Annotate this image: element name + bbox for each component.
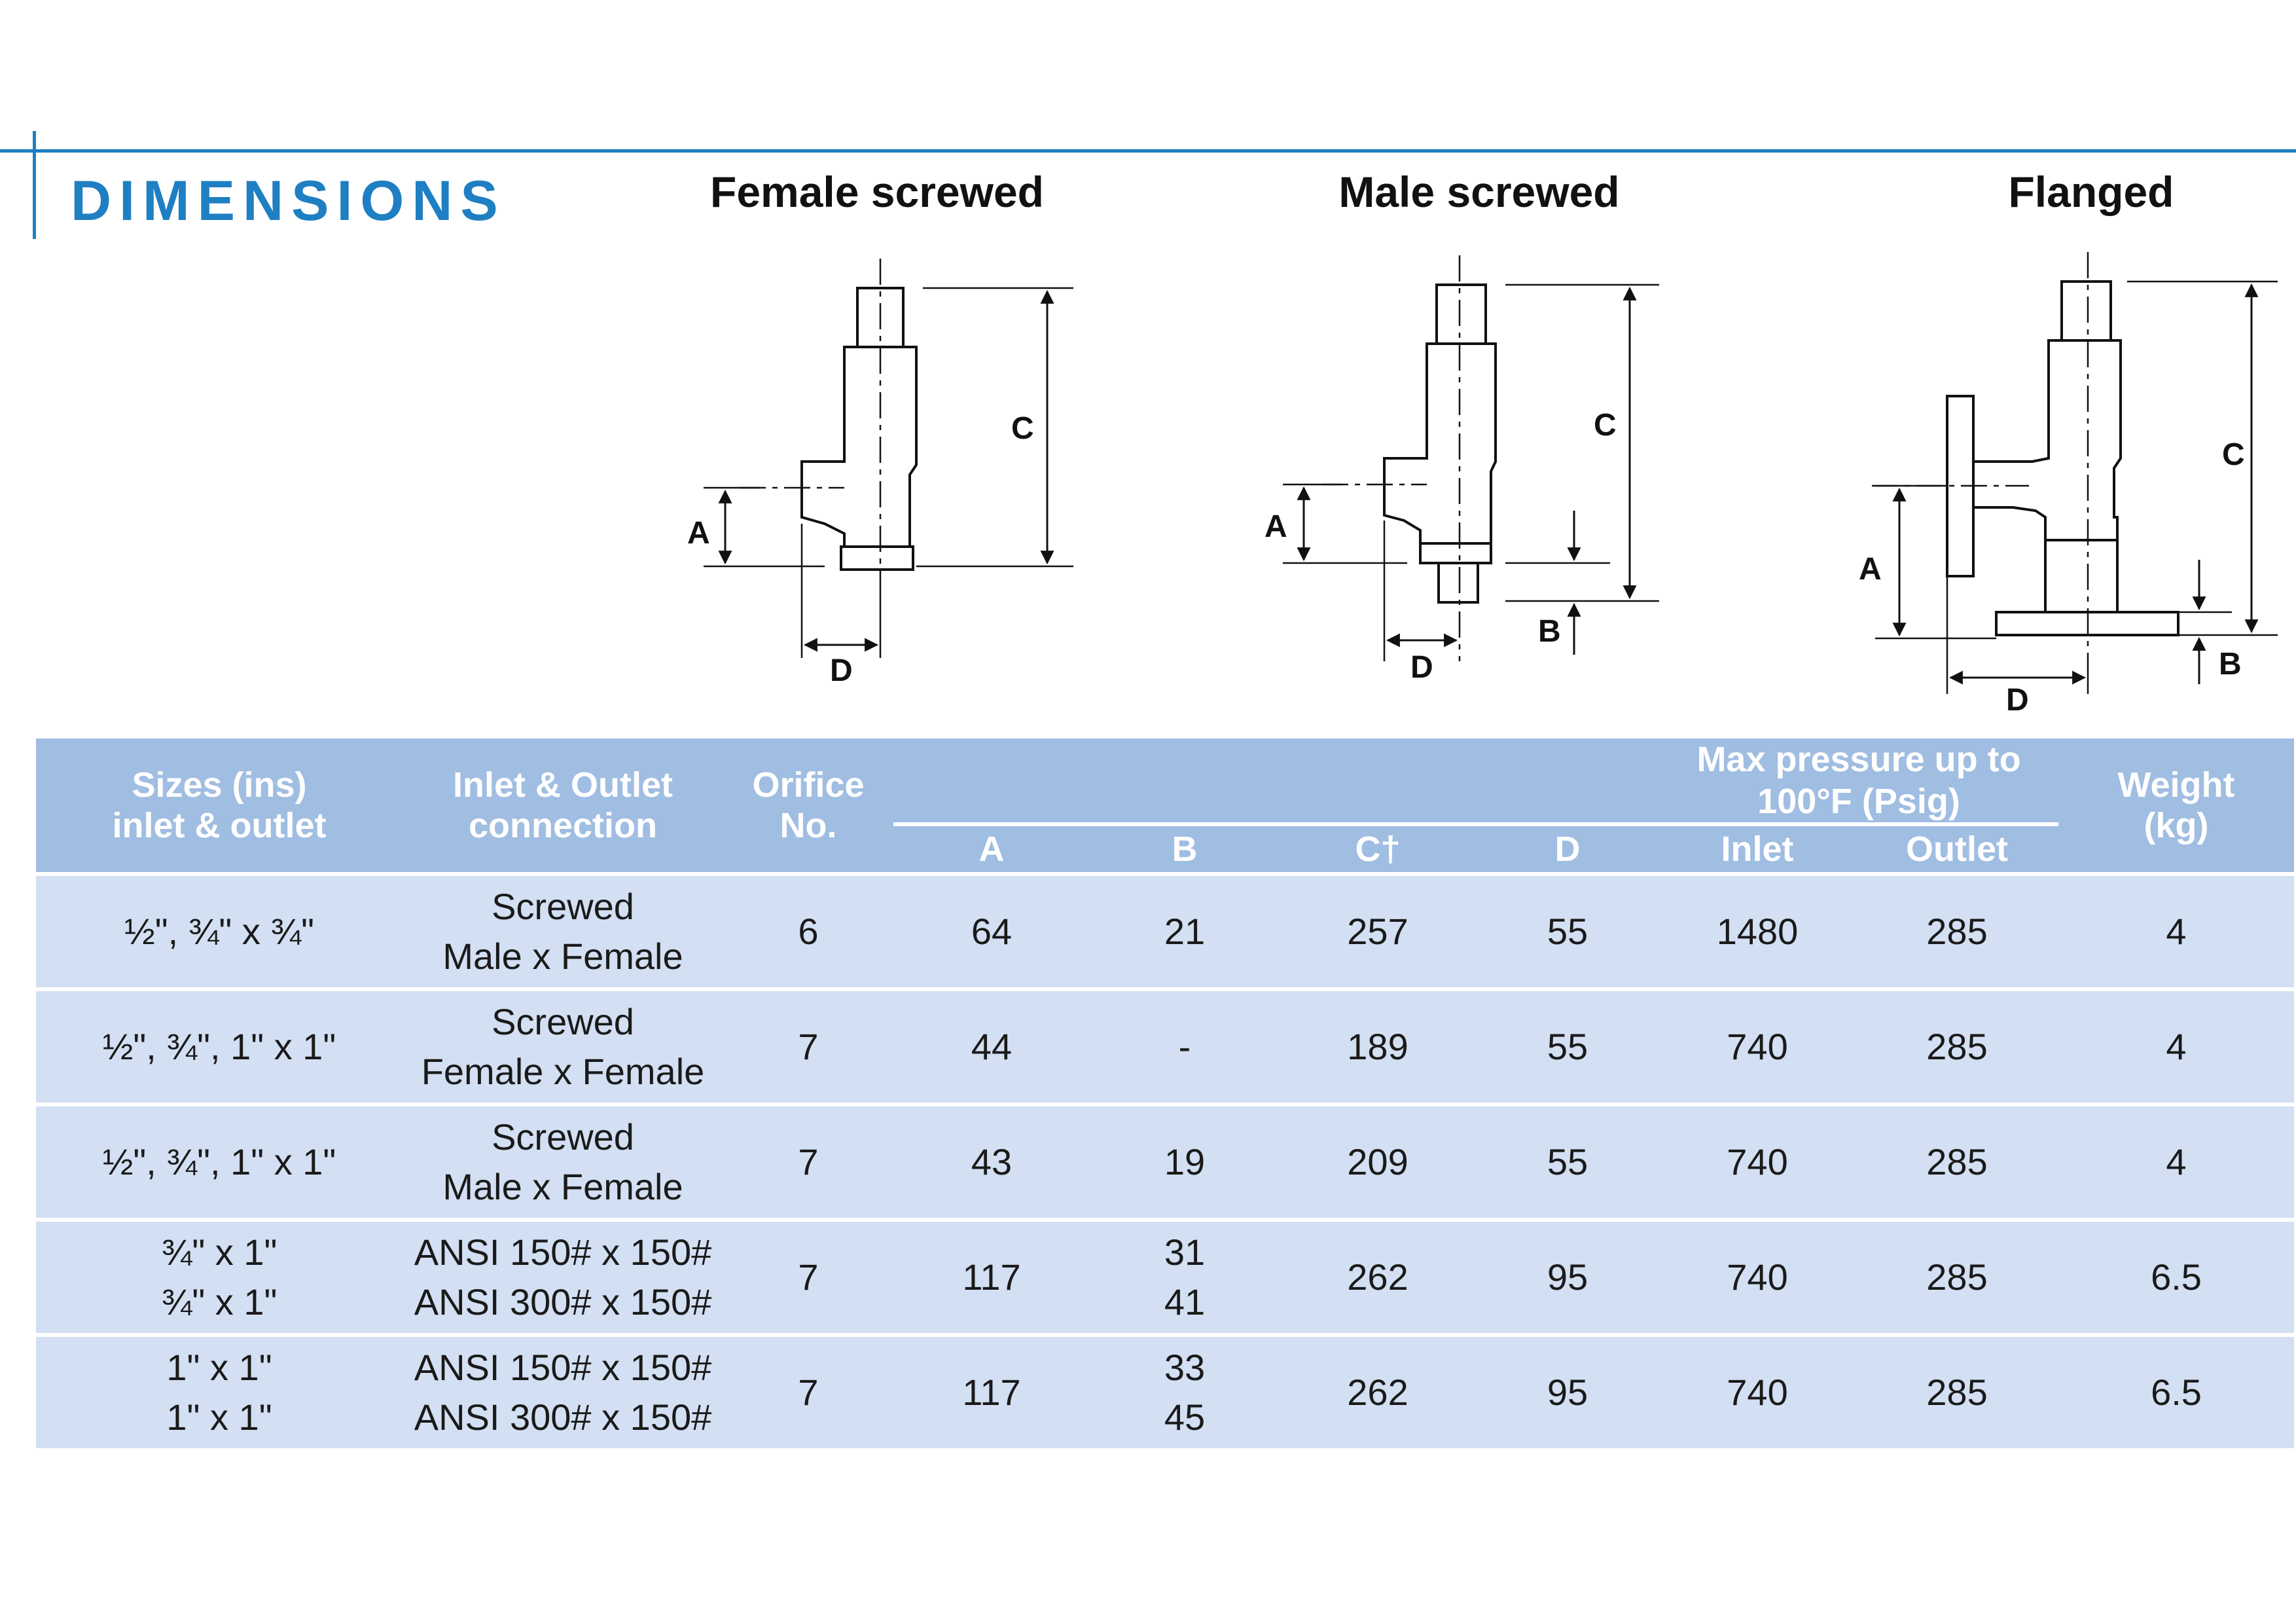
cell-d: 95 xyxy=(1476,1222,1659,1333)
header-orifice: Orifice No. xyxy=(723,739,893,872)
female-label-a: A xyxy=(687,516,710,551)
cell-weight: 6.5 xyxy=(2058,1337,2294,1448)
cell-d: 55 xyxy=(1476,876,1659,987)
figure-title-male-screwed: Male screwed xyxy=(1338,168,1620,216)
cell-a: 117 xyxy=(893,1222,1090,1333)
flanged-label-b: B xyxy=(2219,647,2242,682)
cell-a: 43 xyxy=(893,1106,1090,1218)
cell-inlet: 740 xyxy=(1659,1222,1856,1333)
cell-orifice: 7 xyxy=(723,1106,893,1218)
figure-title-female-screwed: Female screwed xyxy=(710,168,1044,216)
header-spacer-c xyxy=(1280,739,1476,822)
female-label-d: D xyxy=(830,653,853,688)
table-row xyxy=(36,1106,2294,1218)
male-label-d: D xyxy=(1410,650,1433,685)
header-sizes: Sizes (ins) inlet & outlet xyxy=(36,739,403,872)
table-row xyxy=(36,1222,2294,1333)
male-label-c: C xyxy=(1594,408,1617,443)
cell-b: 21 xyxy=(1090,876,1280,987)
cell-orifice: 7 xyxy=(723,1222,893,1333)
cell-sizes: ½", ¾", 1" x 1" xyxy=(36,1106,403,1218)
header-d: D xyxy=(1476,826,1659,872)
header-spacer-b xyxy=(1090,739,1280,822)
cell-c: 262 xyxy=(1280,1222,1476,1333)
header-spacer-a xyxy=(893,739,1090,822)
cell-c: 189 xyxy=(1280,991,1476,1103)
cell-c: 262 xyxy=(1280,1337,1476,1448)
cell-b: 31 41 xyxy=(1090,1222,1280,1333)
cell-connection: ANSI 150# x 150# ANSI 300# x 150# xyxy=(403,1222,723,1333)
cell-inlet: 740 xyxy=(1659,1337,1856,1448)
cell-orifice: 7 xyxy=(723,1337,893,1448)
cell-b: 33 45 xyxy=(1090,1337,1280,1448)
cell-sizes: ½", ¾", 1" x 1" xyxy=(36,991,403,1103)
cell-connection: Screwed Female x Female xyxy=(403,991,723,1103)
cell-weight: 4 xyxy=(2058,991,2294,1103)
cell-weight: 4 xyxy=(2058,1106,2294,1218)
page-title: DIMENSIONS xyxy=(71,170,506,232)
cell-connection: ANSI 150# x 150# ANSI 300# x 150# xyxy=(403,1337,723,1448)
cell-outlet: 285 xyxy=(1856,876,2058,987)
cell-d: 55 xyxy=(1476,991,1659,1103)
female-label-c: C xyxy=(1011,411,1034,446)
header-a: A xyxy=(893,826,1090,872)
table-row xyxy=(36,1337,2294,1448)
male-screwed-drawing xyxy=(1283,255,1659,661)
cell-outlet: 285 xyxy=(1856,991,2058,1103)
cell-sizes: ½", ¾" x ¾" xyxy=(36,876,403,987)
flanged-label-d: D xyxy=(2006,683,2029,718)
female-screwed-drawing xyxy=(704,259,1073,658)
cell-outlet: 285 xyxy=(1856,1222,2058,1333)
cell-a: 64 xyxy=(893,876,1090,987)
header-spacer-d xyxy=(1476,739,1659,822)
cell-connection: Screwed Male x Female xyxy=(403,876,723,987)
cell-inlet: 740 xyxy=(1659,1106,1856,1218)
male-label-a: A xyxy=(1265,509,1287,544)
cell-weight: 6.5 xyxy=(2058,1222,2294,1333)
header-connection: Inlet & Outlet connection xyxy=(403,739,723,872)
header-row-top xyxy=(36,739,2294,822)
table-body xyxy=(36,876,2294,1448)
cell-outlet: 285 xyxy=(1856,1337,2058,1448)
male-label-b: B xyxy=(1538,614,1561,649)
header-weight: Weight (kg) xyxy=(2058,739,2294,872)
table-header xyxy=(36,739,2294,872)
cell-inlet: 1480 xyxy=(1659,876,1856,987)
cell-inlet: 740 xyxy=(1659,991,1856,1103)
table-row xyxy=(36,876,2294,987)
cell-b: - xyxy=(1090,991,1280,1103)
table-row xyxy=(36,991,2294,1103)
cell-orifice: 6 xyxy=(723,876,893,987)
header-max-pressure: Max pressure up to 100°F (Psig) xyxy=(1659,739,2058,822)
dimensions-table xyxy=(36,735,2294,1452)
cell-a: 44 xyxy=(893,991,1090,1103)
cell-sizes: 1" x 1" 1" x 1" xyxy=(36,1337,403,1448)
header-c: C† xyxy=(1280,826,1476,872)
figure-title-flanged: Flanged xyxy=(2008,168,2174,216)
flanged-label-a: A xyxy=(1859,552,1882,587)
header-outlet: Outlet xyxy=(1856,826,2058,872)
cell-sizes: ¾" x 1" ¾" x 1" xyxy=(36,1222,403,1333)
cell-d: 55 xyxy=(1476,1106,1659,1218)
flanged-drawing xyxy=(1872,252,2278,694)
cell-c: 257 xyxy=(1280,876,1476,987)
cell-a: 117 xyxy=(893,1337,1090,1448)
header-inlet: Inlet xyxy=(1659,826,1856,872)
cell-outlet: 285 xyxy=(1856,1106,2058,1218)
cell-connection: Screwed Male x Female xyxy=(403,1106,723,1218)
cell-weight: 4 xyxy=(2058,876,2294,987)
cell-orifice: 7 xyxy=(723,991,893,1103)
cell-c: 209 xyxy=(1280,1106,1476,1218)
cell-b: 19 xyxy=(1090,1106,1280,1218)
dimension-drawings xyxy=(0,0,2296,733)
cell-d: 95 xyxy=(1476,1337,1659,1448)
header-b: B xyxy=(1090,826,1280,872)
flanged-label-c: C xyxy=(2222,437,2245,472)
